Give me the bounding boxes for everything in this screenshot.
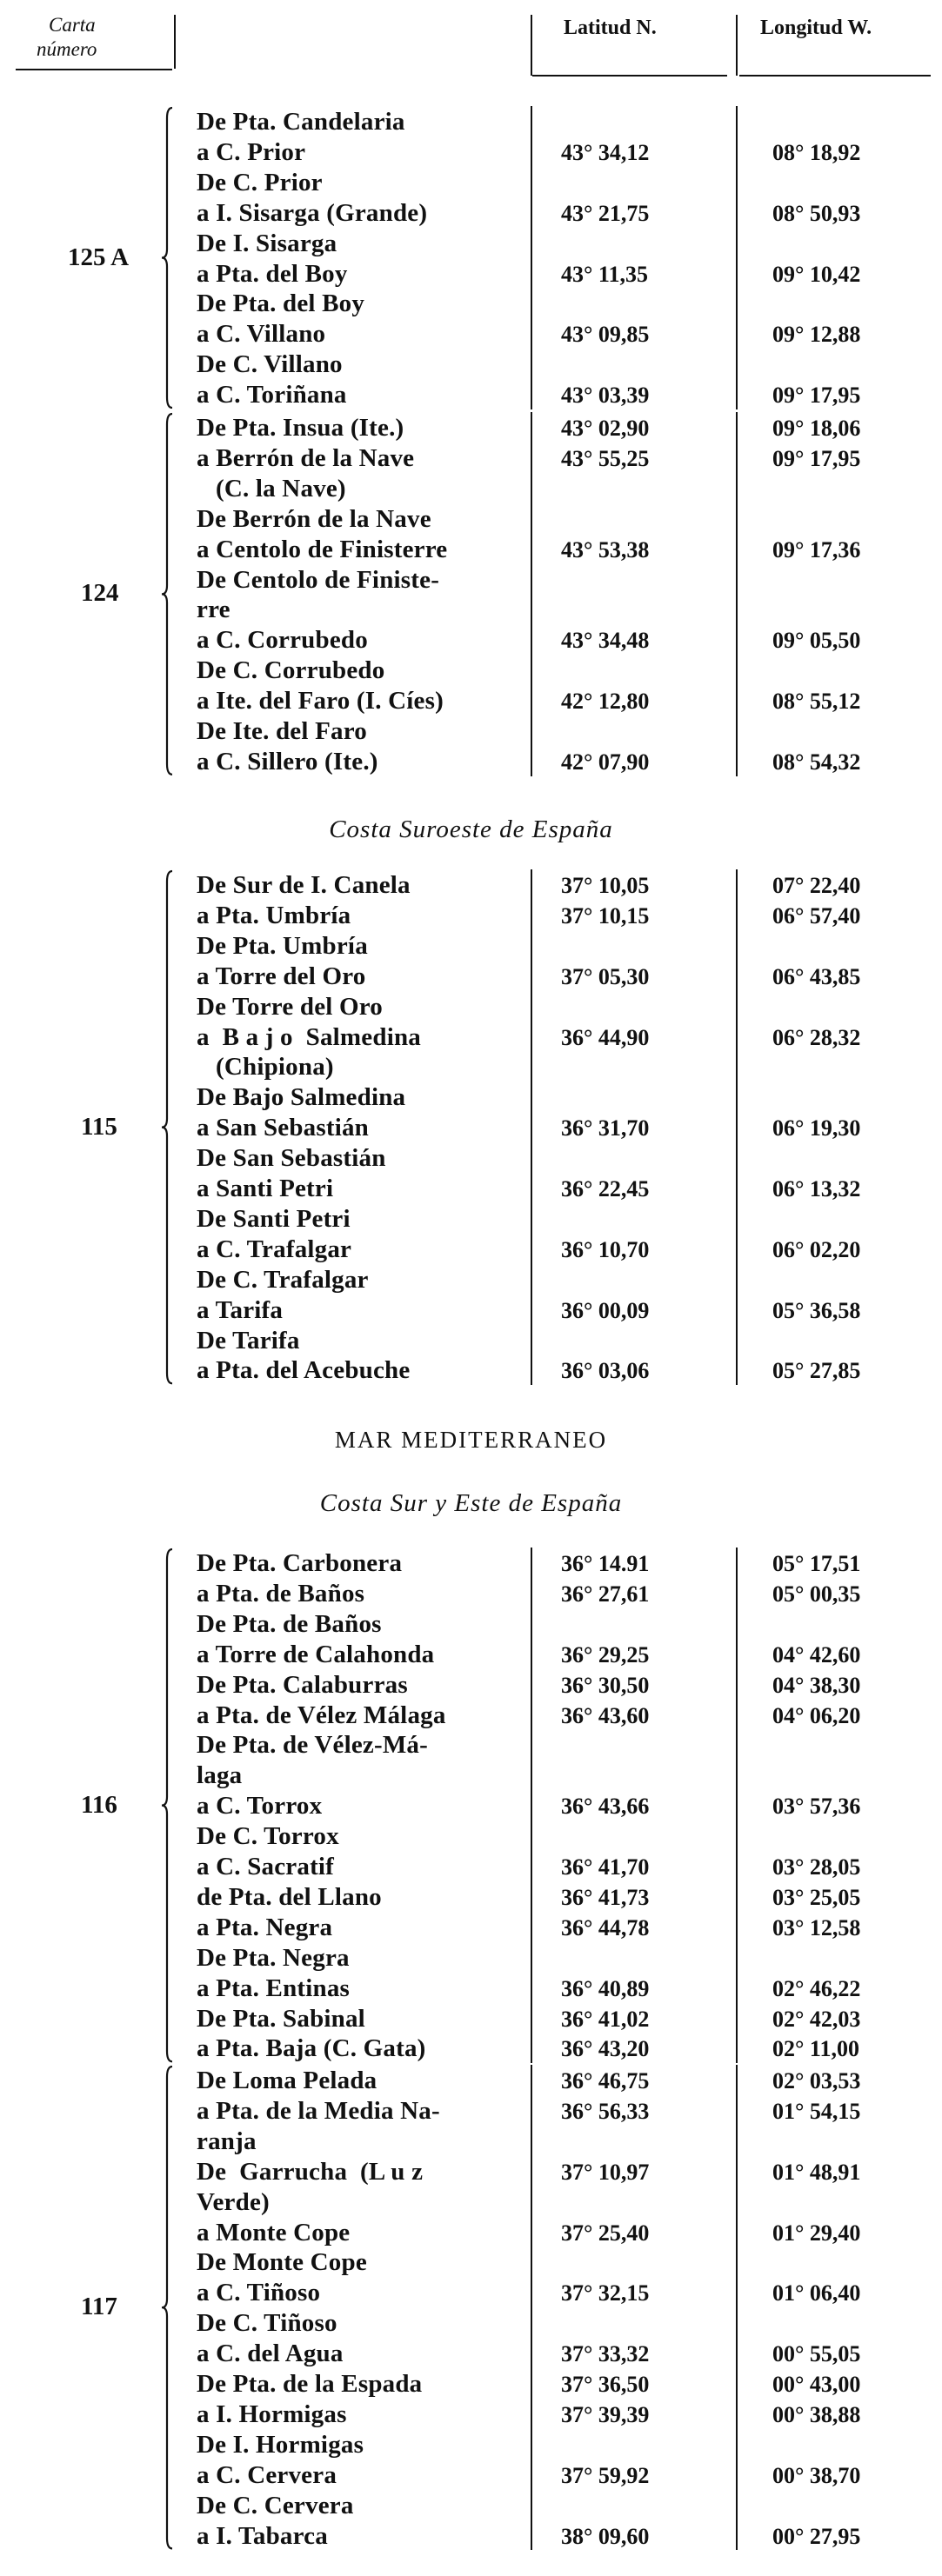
chart-number: 124 — [81, 579, 119, 608]
route-description: a Centolo de Finisterre — [197, 535, 448, 563]
route-description: De Pta. Insua (Ite.) — [197, 414, 404, 442]
longitud-header: Longitud W. — [760, 17, 872, 39]
header-divider-lat — [531, 15, 532, 76]
route-description: De Sur de I. Canela — [197, 871, 411, 899]
latitude-value: 36° 22,45 — [561, 1176, 650, 1201]
longitude-value: 07° 22,40 — [772, 873, 861, 898]
block-brace — [160, 412, 181, 776]
route-description: De Torre del Oro — [197, 992, 383, 1021]
route-description: De C. Tiñoso — [197, 2309, 337, 2338]
route-description: De Pta. de la Espada — [197, 2370, 423, 2398]
latitude-value: 37° 05,30 — [561, 963, 650, 989]
route-description: De C. Torrox — [197, 1822, 339, 1851]
header-divider-lon — [736, 15, 738, 76]
route-description: De Loma Pelada — [197, 2067, 377, 2094]
chart-number: 116 — [81, 1790, 117, 1819]
longitude-value: 04° 06,20 — [772, 1702, 861, 1728]
route-description: rre — [197, 596, 230, 624]
route-description: a Pta. de la Media Na- — [197, 2096, 440, 2125]
route-description: a C. Prior — [197, 137, 306, 166]
longitude-value: 03° 12,58 — [772, 1914, 861, 1940]
longitude-value: 09° 12,88 — [772, 322, 861, 348]
longitude-value: 00° 27,95 — [772, 2523, 861, 2549]
latitude-value: 42° 07,90 — [561, 749, 650, 775]
longitude-value: 05° 27,85 — [772, 1358, 861, 1384]
longitude-value: 06° 02,20 — [772, 1236, 861, 1262]
route-description: De Pta. Umbría — [197, 931, 368, 960]
latitude-value: 37° 10,05 — [561, 873, 650, 898]
longitud-column-rule — [736, 1548, 738, 2063]
carta-header-line2: número — [37, 38, 97, 60]
route-description: a C. Corrubedo — [197, 626, 368, 655]
section-title: Costa Suroeste de España — [329, 815, 613, 843]
header-divider-left — [174, 15, 176, 69]
latitude-value: 36° 43,20 — [561, 2036, 650, 2062]
latitude-value: 43° 34,48 — [561, 628, 650, 654]
route-description: a Pta. del Boy — [197, 259, 348, 288]
route-description: a Pta. de Vélez Málaga — [197, 1701, 446, 1729]
latitude-value: 37° 36,50 — [561, 2372, 650, 2397]
latitude-value: 36° 56,33 — [561, 2098, 650, 2124]
route-description: a Pta. Baja (C. Gata) — [197, 2034, 426, 2063]
route-description: De Pta. Sabinal — [197, 2004, 365, 2033]
longitude-value: 04° 42,60 — [772, 1641, 861, 1667]
latitude-value: 36° 40,89 — [561, 1975, 650, 2001]
longitude-value: 03° 28,05 — [772, 1854, 861, 1880]
longitude-value: 09° 17,95 — [772, 445, 861, 471]
longitude-value: 01° 54,15 — [772, 2098, 861, 2124]
latitude-value: 36° 44,90 — [561, 1024, 650, 1050]
route-description: de Pta. del Llano — [197, 1882, 382, 1911]
latitud-header-rule — [532, 75, 727, 77]
route-description: De Pta. de Baños — [197, 1609, 382, 1638]
route-description: De Berrón de la Nave — [197, 504, 431, 533]
route-description: De Ite. del Faro — [197, 717, 367, 745]
latitude-value: 37° 59,92 — [561, 2462, 650, 2488]
section-title: Costa Sur y Este de España — [319, 1489, 623, 1517]
route-description: a Pta. Negra — [197, 1913, 333, 1941]
route-description: ranja — [197, 2127, 257, 2155]
route-description: De Pta. Carbonera — [197, 1549, 403, 1577]
longitude-value: 01° 29,40 — [772, 2220, 861, 2246]
latitude-value: 36° 27,61 — [561, 1581, 650, 1607]
longitude-value: 09° 17,95 — [772, 383, 861, 409]
route-description: De C. Villano — [197, 350, 343, 379]
longitude-value: 05° 36,58 — [772, 1297, 861, 1323]
longitude-value: 02° 03,53 — [772, 2068, 861, 2093]
longitude-value: 06° 57,40 — [772, 902, 861, 929]
route-description: a I. Hormigas — [197, 2400, 347, 2428]
route-description: De I. Sisarga — [197, 229, 337, 257]
latitude-value: 43° 11,35 — [561, 261, 648, 287]
route-description: (Chipiona) — [216, 1053, 334, 1082]
block-brace — [160, 869, 181, 1385]
latitude-value: 43° 21,75 — [561, 200, 650, 226]
route-description: a C. del Agua — [197, 2340, 344, 2368]
longitude-value: 06° 43,85 — [772, 963, 861, 989]
block-brace — [160, 2065, 181, 2550]
route-description: a Pta. Entinas — [197, 1974, 351, 2002]
longitude-value: 00° 43,00 — [772, 2372, 861, 2397]
latitude-value: 36° 41,02 — [561, 2006, 650, 2032]
latitude-value: 36° 43,60 — [561, 1702, 650, 1728]
route-description: a San Sebastián — [197, 1114, 370, 1142]
route-description: a C. Sacratif — [197, 1853, 335, 1880]
latitude-value: 36° 03,06 — [561, 1358, 650, 1384]
latitude-value: 43° 53,38 — [561, 536, 650, 562]
route-description: a C. Trafalgar — [197, 1235, 352, 1263]
latitude-value: 36° 29,25 — [561, 1641, 650, 1667]
latitude-value: 37° 10,15 — [561, 902, 650, 929]
latitude-value: 42° 12,80 — [561, 689, 650, 715]
route-description: a Santi Petri — [197, 1175, 334, 1202]
latitude-value: 36° 44,78 — [561, 1914, 650, 1940]
latitude-value: 37° 25,40 — [561, 2220, 650, 2246]
latitude-value: 36° 30,50 — [561, 1672, 650, 1698]
route-description: a C. Tiñoso — [197, 2279, 321, 2307]
route-description: De Santi Petri — [197, 1204, 351, 1233]
latitude-value: 37° 10,97 — [561, 2159, 650, 2185]
latitude-value: 43° 55,25 — [561, 445, 650, 471]
longitude-value: 01° 06,40 — [772, 2280, 861, 2306]
latitud-column-rule — [531, 412, 532, 776]
block-brace — [160, 106, 181, 409]
longitud-column-rule — [736, 106, 738, 409]
route-description: a C. Cervera — [197, 2460, 337, 2489]
latitude-value: 43° 02,90 — [561, 416, 650, 441]
latitude-value: 36° 46,75 — [561, 2068, 650, 2093]
longitude-value: 08° 50,93 — [772, 200, 861, 226]
latitude-value: 36° 00,09 — [561, 1297, 650, 1323]
route-description: a Pta. del Acebuche — [197, 1356, 411, 1385]
route-description: a C. Sillero (Ite.) — [197, 747, 378, 775]
route-description: De Pta. de Vélez-Má- — [197, 1731, 428, 1760]
latitude-value: 36° 14.91 — [561, 1551, 650, 1576]
longitude-value: 08° 54,32 — [772, 749, 861, 775]
longitude-value: 00° 38,70 — [772, 2462, 861, 2488]
route-description: De Pta. Calaburras — [197, 1670, 408, 1699]
longitude-value: 03° 25,05 — [772, 1884, 861, 1910]
latitude-value: 43° 34,12 — [561, 139, 650, 165]
latitude-value: 37° 33,32 — [561, 2341, 650, 2367]
route-description: a Berrón de la Nave — [197, 443, 415, 472]
route-description: a Tarifa — [197, 1295, 284, 1324]
latitude-value: 37° 39,39 — [561, 2401, 650, 2427]
route-description: a Monte Cope — [197, 2218, 351, 2247]
longitude-value: 09° 17,36 — [772, 536, 861, 562]
route-description: De C. Corrubedo — [197, 656, 385, 685]
section-title: MAR MEDITERRANEO — [334, 1427, 608, 1453]
block-brace — [160, 1548, 181, 2063]
route-description: De C. Trafalgar — [197, 1265, 369, 1294]
longitude-value: 09° 05,50 — [772, 628, 861, 654]
latitude-value: 36° 41,70 — [561, 1854, 650, 1880]
latitude-value: 36° 43,66 — [561, 1794, 650, 1820]
latitud-column-rule — [531, 869, 532, 1385]
route-description: De Pta. Negra — [197, 1943, 350, 1972]
longitude-value: 06° 13,32 — [772, 1176, 861, 1201]
longitude-value: 05° 00,35 — [772, 1581, 861, 1607]
longitude-value: 02° 42,03 — [772, 2006, 861, 2032]
route-description: (C. la Nave) — [216, 474, 346, 503]
longitude-value: 03° 57,36 — [772, 1794, 861, 1820]
route-description: laga — [197, 1761, 243, 1790]
latitud-column-rule — [531, 1548, 532, 2063]
chart-number: 115 — [81, 1112, 117, 1141]
route-description: De Pta. del Boy — [197, 290, 365, 318]
longitude-value: 05° 17,51 — [772, 1551, 861, 1576]
longitude-value: 02° 46,22 — [772, 1975, 861, 2001]
route-description: a C. Toriñana — [197, 381, 347, 409]
route-description: De San Sebastián — [197, 1144, 386, 1173]
longitude-value: 02° 11,00 — [772, 2036, 859, 2062]
chart-number: 117 — [81, 2293, 117, 2321]
latitude-value: 37° 32,15 — [561, 2280, 650, 2306]
longitude-value: 06° 28,32 — [772, 1024, 861, 1050]
longitude-value: 06° 19,30 — [772, 1115, 861, 1142]
latitude-value: 43° 09,85 — [561, 322, 650, 348]
route-description: De I. Hormigas — [197, 2430, 364, 2459]
longitude-value: 08° 18,92 — [772, 139, 861, 165]
longitude-value: 00° 38,88 — [772, 2401, 861, 2427]
longitude-value: 01° 48,91 — [772, 2159, 861, 2185]
route-description: De C. Prior — [197, 168, 323, 196]
longitud-column-rule — [736, 869, 738, 1385]
chart-number: 125 A — [68, 243, 130, 271]
route-description: De Tarifa — [197, 1326, 300, 1355]
longitude-value: 00° 55,05 — [772, 2341, 861, 2367]
latitude-value: 36° 41,73 — [561, 1884, 650, 1910]
route-description: De Monte Cope — [197, 2248, 367, 2277]
latitud-column-rule — [531, 2065, 532, 2550]
longitude-value: 09° 10,42 — [772, 261, 861, 287]
route-description: a Ite. del Faro (I. Cíes) — [197, 687, 444, 716]
route-description: a C. Villano — [197, 320, 326, 349]
route-description: a I. Sisarga (Grande) — [197, 198, 428, 227]
route-description: De Pta. Candelaria — [197, 108, 405, 136]
longitude-value: 08° 55,12 — [772, 689, 861, 715]
route-description: a C. Torrox — [197, 1792, 323, 1821]
route-description: De Centolo de Finiste- — [197, 565, 440, 594]
longitude-value: 04° 38,30 — [772, 1672, 861, 1698]
latitud-column-rule — [531, 106, 532, 409]
latitud-header: Latitud N. — [564, 17, 657, 39]
route-description: De C. Cervera — [197, 2491, 354, 2519]
route-description: Verde) — [197, 2187, 270, 2216]
latitude-value: 38° 09,60 — [561, 2523, 650, 2549]
longitude-value: 09° 18,06 — [772, 416, 861, 441]
route-description: a I. Tabarca — [197, 2521, 328, 2550]
carta-header-line1: Carta — [49, 14, 96, 36]
route-description: a Pta. Umbría — [197, 901, 351, 929]
route-description: a B a j o Salmedina — [197, 1022, 421, 1051]
route-description: De Bajo Salmedina — [197, 1083, 406, 1112]
carta-header-underline — [16, 69, 172, 70]
route-description: a Torre del Oro — [197, 962, 366, 990]
longitud-column-rule — [736, 412, 738, 776]
latitude-value: 43° 03,39 — [561, 383, 650, 409]
latitude-value: 36° 10,70 — [561, 1236, 650, 1262]
route-description: a Pta. de Baños — [197, 1579, 365, 1608]
longitud-header-rule — [739, 75, 931, 77]
longitud-column-rule — [736, 2065, 738, 2550]
route-description: a Torre de Calahonda — [197, 1640, 435, 1668]
latitude-value: 36° 31,70 — [561, 1115, 650, 1142]
route-description: De Garrucha (L u z — [197, 2157, 424, 2186]
